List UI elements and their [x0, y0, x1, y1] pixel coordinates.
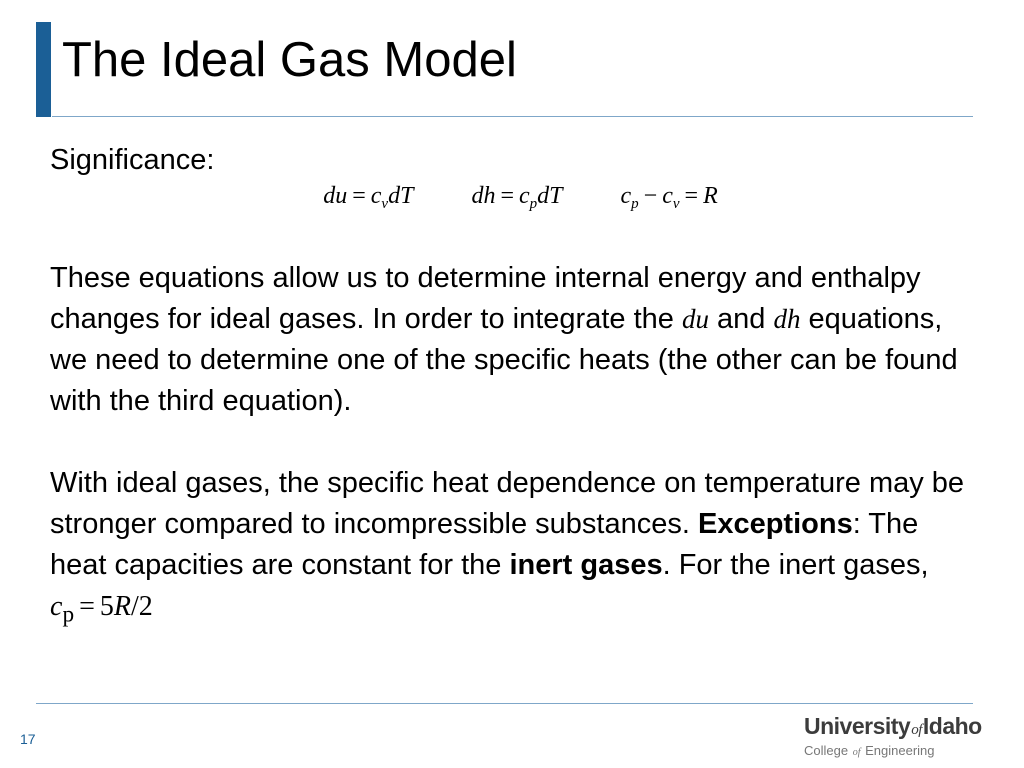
- inert-gases-bold: inert gases: [509, 549, 663, 581]
- slide-content: [50, 140, 965, 636]
- significance-label: Significance:: [50, 144, 215, 176]
- equations-row: [50, 181, 965, 211]
- title-divider: [52, 116, 973, 117]
- exceptions-bold: Exceptions: [697, 508, 853, 540]
- slide-title: The Ideal Gas Model: [62, 33, 517, 87]
- university-of-idaho-logo: UniversityofIdaho College of Engineering: [804, 713, 982, 758]
- footer-divider: [36, 703, 973, 704]
- title-accent-bar: [36, 22, 51, 117]
- paragraph-ideal-gases: With ideal gases, the specific heat dependence on temperature may be stronger compared to incompressible substances. Exceptions: The heat capacities are constant for the inert gases. For the inert gases, $c_p = 5R/2$: [50, 467, 965, 628]
- page-number: 17: [20, 731, 36, 747]
- equation-dh: dh = $c_pdT$: [471, 183, 563, 212]
- equation-du: du = $c_vdT$: [323, 183, 414, 212]
- math-du: du: [681, 304, 709, 334]
- equation-cp-cv: $c_p - c_v = R$: [620, 183, 718, 212]
- math-dh: dh: [773, 304, 801, 334]
- cp-formula: $c_p = 5R/2$: [50, 591, 153, 628]
- paragraph-equations-use: These equations allow us to determine internal energy and enthalpy changes for ideal gases. In order to integrate the du and dh equations, we need to determine one of the specific heats (the other can be found with the third equation).: [50, 262, 958, 417]
